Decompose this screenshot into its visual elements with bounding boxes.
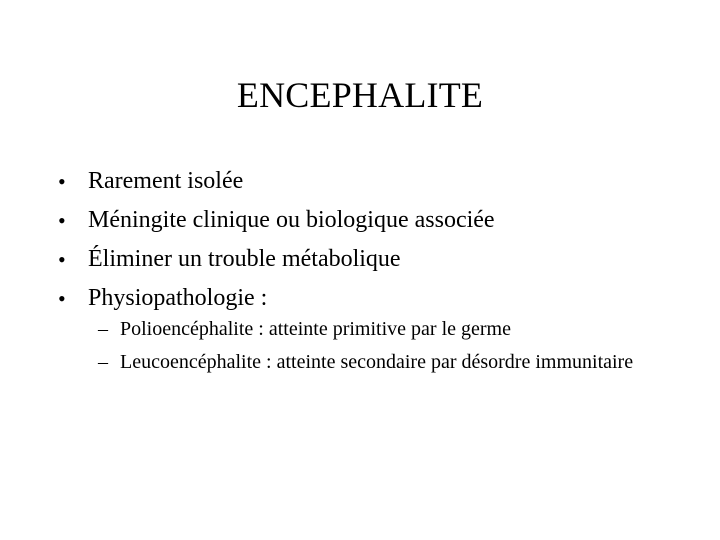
sub-bullet-item: [98, 351, 658, 374]
sub-bullet-item: [98, 318, 658, 341]
dash-marker: –: [98, 351, 108, 373]
bullet-marker: •: [58, 208, 66, 233]
bullet-item: [58, 240, 678, 279]
bullet-item: [58, 162, 678, 201]
bullet-item: [58, 279, 678, 318]
bullet-item: [58, 201, 678, 240]
sub-bullet-text: Polioencéphalite : atteinte primitive par le germe: [120, 318, 511, 340]
bullet-text: Physiopathologie :: [88, 285, 268, 311]
bullet-text: Rarement isolée: [88, 168, 244, 194]
bullet-text: Méningite clinique ou biologique associée: [88, 207, 495, 233]
sub-bullet-text: Leucoencéphalite : atteinte secondaire par désordre immunitaire: [120, 351, 634, 373]
bullet-list: [58, 162, 678, 318]
bullet-marker: •: [58, 247, 66, 272]
bullet-marker: •: [58, 169, 66, 194]
bullet-marker: •: [58, 286, 66, 311]
dash-marker: –: [98, 318, 108, 340]
sub-bullet-list: [98, 318, 658, 374]
bullet-text: Éliminer un trouble métabolique: [88, 246, 401, 272]
slide-title: ENCEPHALITE: [236, 75, 484, 115]
